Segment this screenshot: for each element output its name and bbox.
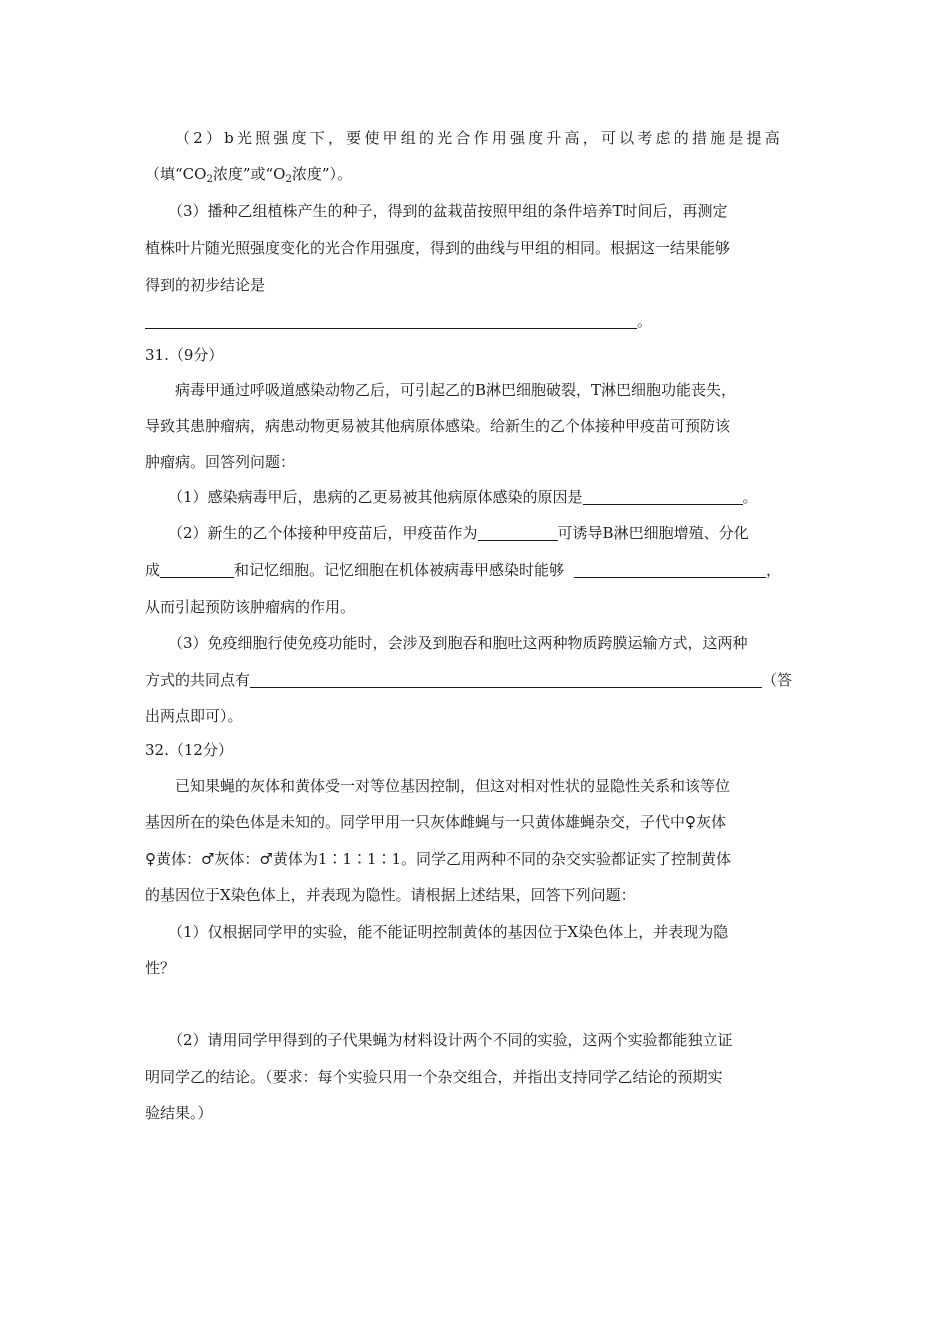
q32-stem-line3: ♀黄体：♂灰体：♂黄体为1∶1∶1∶1。同学乙用两种不同的杂交实验都证实了控制黄体 <box>145 850 732 868</box>
q30-answer-line <box>145 311 652 331</box>
q31-stem-line2: 导致其患肿瘤病，病患动物更易被其他病原体感染。给新生的乙个体接种甲疫苗可预防该 <box>145 417 731 435</box>
q30-part3-line1: （3）播种乙组植株产生的种子，得到的盆栽苗按照甲组的条件培养T时间后，再测定 <box>168 202 728 220</box>
q31-part2-text-a: （2）新生的乙个体接种甲疫苗后，甲疫苗作为 <box>168 524 478 542</box>
q31-part2-line1 <box>168 523 749 543</box>
q32-part2-line3: 验结果。） <box>145 1104 213 1122</box>
o2-subscript: 2 <box>285 174 292 185</box>
q31-part2-text-c: 成 <box>145 561 161 579</box>
q30-part2-text-b: 浓度”或“O <box>212 165 286 183</box>
q31-part1-text: （1）感染病毒甲后，患病的乙更易被其他病原体感染的原因是 <box>168 488 583 506</box>
q30-answer-end: 。 <box>637 312 653 330</box>
q31-stem-line1: 病毒甲通过呼吸道感染动物乙后，可引起乙的B淋巴细胞破裂，T淋巴细胞功能丧失， <box>175 381 737 399</box>
q32-part2-line1: （2）请用同学甲得到的子代果蝇为材料设计两个不同的实验，这两个实验都能独立证 <box>168 1031 733 1049</box>
q31-part2-line3: 从而引起预防该肿瘤病的作用。 <box>145 598 356 616</box>
q30-part3-line3: 得到的初步结论是 <box>145 276 266 294</box>
q31-part2-line2 <box>145 560 781 580</box>
q32-stem-line4: 的基因位于X染色体上，并表现为隐性。请根据上述结果，回答下列问题： <box>145 886 636 904</box>
q31-part3-line2 <box>145 670 792 690</box>
answer-blank <box>250 671 762 688</box>
q31-stem-line3: 肿瘤病。回答列问题： <box>145 453 296 471</box>
q32-part1-line2: 性？ <box>145 959 176 977</box>
q31-heading: 31.（9分） <box>145 346 224 364</box>
q31-part3-text-c: （答 <box>762 671 793 689</box>
q30-part2-line1: （2）b光照强度下，要使甲组的光合作用强度升高，可以考虑的措施是提高 <box>175 129 783 147</box>
q31-part3-text-b: 方式的共同点有 <box>145 671 251 689</box>
answer-blank <box>478 524 558 541</box>
q30-part3-line2: 植株叶片随光照强度变化的光合作用强度，得到的曲线与甲组的相同。根据这一结果能够 <box>145 239 731 257</box>
answer-blank <box>160 561 234 578</box>
answer-blank <box>145 312 637 329</box>
q32-stem-line1: 已知果蝇的灰体和黄体受一对等位基因控制，但这对相对性状的显隐性关系和该等位 <box>175 777 731 795</box>
q31-part2-text-d: 和记忆细胞。记忆细胞在机体被病毒甲感染时能够 <box>234 561 565 579</box>
q31-part1-end: 。 <box>742 488 758 506</box>
q31-part2-text-e: ， <box>766 561 782 579</box>
q30-part2-line2 <box>145 164 352 184</box>
co2-subscript: 2 <box>206 174 213 185</box>
q32-stem-line2: 基因所在的染色体是未知的。同学甲用一只灰体雌蝇与一只黄体雄蝇杂交，子代中♀灰体 <box>145 813 726 831</box>
q31-part2-text-b: 可诱导B淋巴细胞增殖、分化 <box>557 524 749 542</box>
q32-heading: 32.（12分） <box>145 741 233 759</box>
q31-part1 <box>168 487 758 507</box>
q30-part2-text-c: 浓度”）。 <box>291 165 353 183</box>
q32-part1-line1: （1）仅根据同学甲的实验，能不能证明控制黄体的基因位于X染色体上，并表现为隐 <box>168 923 729 941</box>
q31-part3-line1: （3）免疫细胞行使免疫功能时，会涉及到胞吞和胞吐这两种物质跨膜运输方式，这两种 <box>168 634 748 652</box>
answer-blank <box>583 488 743 505</box>
q32-part2-line2: 明同学乙的结论。（要求：每个实验只用一个杂交组合，并指出支持同学乙结论的预期实 <box>145 1068 723 1086</box>
answer-blank <box>574 561 766 578</box>
q31-part3-line3: 出两点即可）。 <box>145 707 243 725</box>
q30-part2-text-a: （填“CO <box>145 165 207 183</box>
